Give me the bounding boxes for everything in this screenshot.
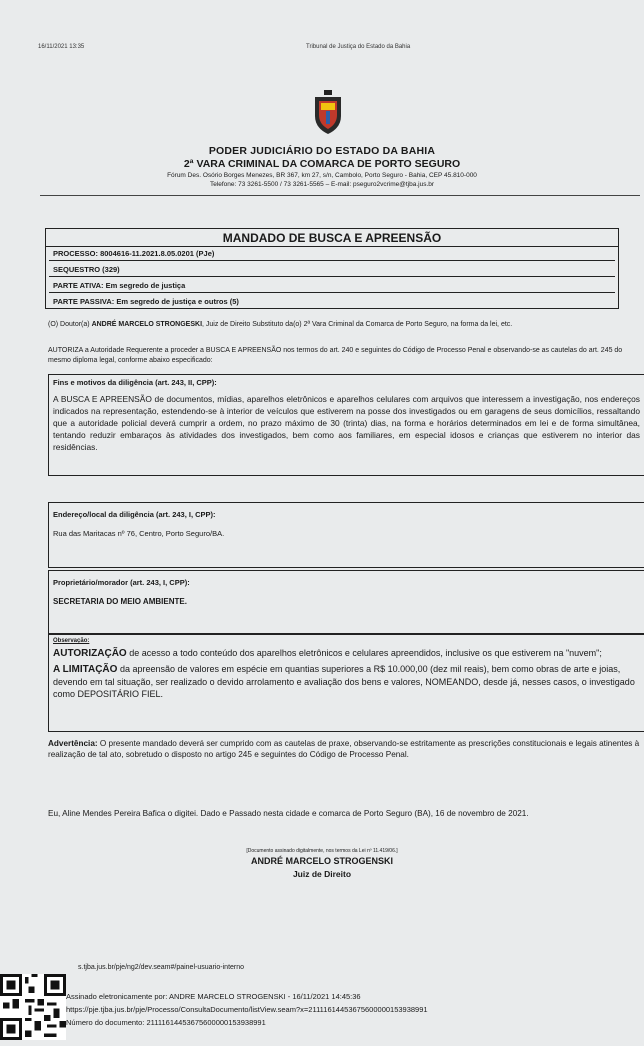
intro-paragraph <box>48 320 644 330</box>
closing-paragraph: Eu, Aline Mendes Pereira Bafica o digitei. Dado e Passado nesta cidade e comarca de Porto Seguro (BA), 16 de novembro de 2021. <box>48 809 529 818</box>
print-header-court: Tribunal de Justiça do Estado da Bahia <box>306 44 411 50</box>
observation-box <box>48 634 644 732</box>
observation-item-1 <box>53 647 640 660</box>
passive-party: PARTE PASSIVA: Em segredo de justiça e outros (5) <box>53 297 239 306</box>
observation-1-heading: AUTORIZAÇÃO <box>53 648 127 659</box>
observation-label: Observação: <box>53 638 90 644</box>
warning-label: Advertência: <box>48 739 98 748</box>
digital-signature-note: [Documento assinado digitalmente, nos termos da Lei nº 11.419/06.] <box>246 848 398 854</box>
authorization-paragraph: AUTORIZA a Autoridade Requerente a proceder a BUSCA E APREENSÃO nos termos do art. 240 e seguintes do Código de Processo Penal e observando-se as cautelas do art. 245 do mesmo diploma legal, conforme abaixo especificado: <box>48 347 623 364</box>
print-url: s.tjba.jus.br/pje/ng2/dev.seam#/painel-usuario-interno <box>78 964 245 971</box>
print-timestamp: 16/11/2021 13:35 <box>38 44 85 50</box>
signer-name: ANDRÉ MARCELO STROGENSKI <box>250 856 393 866</box>
header-divider <box>40 195 640 196</box>
observation-item-2 <box>53 663 640 700</box>
process-number: PROCESSO: 8004616-11.2021.8.05.0201 (PJe) <box>49 247 615 261</box>
observation-2-heading: A LIMITAÇÃO <box>53 664 118 675</box>
coat-of-arms-icon <box>309 88 347 136</box>
observation-2-text: da apreensão de valores em espécie em quantias superiores a R$ 10.000,00 (dez mil reais), bem como obras de arte e joias, devendo em tal situação, ser realizado o devido arrolamento e avaliação dos bens e valores, NOMEANDO, desde já, nesses casos, o investigado como DEPOSITÁRIO FIEL. <box>53 664 635 699</box>
case-class: SEQUESTRO (329) <box>49 263 615 277</box>
owner-label: Proprietário/morador (art. 243, I, CPP): <box>53 578 190 587</box>
address-value: Rua das Maritacas nº 76, Centro, Porto Seguro/BA. <box>53 529 225 538</box>
warning-text: O presente mandado deverá ser cumprido com as cautelas de praxe, observando-se estritamente as prescrições constitucionais e legais atinentes à realização de tal ato, sobretudo o disposto no artigo 245 e seguintes do Código de Processo Penal. <box>48 739 640 759</box>
purpose-text: A BUSCA E APREENSÃO de documentos, mídias, aparelhos eletrônicos e aparelhos celulares com arquivos que interessem a investigação, nos endereços indicados na representação, estendendo-se à interior de veículos que estiverem na posse dos investigados ou em garagens de seus domicílios, ressaltando que a autoridade policial deverá cumprir a ordem, no prazo máximo de 30 (trinta) dias, na forma e horários determinados em lei e de forma simultânea, tentando reduzir embaraços às atividades dos investigados, bem como aos familiares, em especial idosos e crianças que estiverem no interior das residências. <box>53 394 640 452</box>
intro-text-start: (O) Doutor(a) <box>48 321 92 328</box>
purpose-box <box>48 374 644 476</box>
judge-name: ANDRÉ MARCELO STRONGESKI <box>91 321 203 328</box>
signer-role: Juiz de Direito <box>292 869 352 879</box>
court-contact: Telefone: 73 3261-5500 / 73 3261-5565 – E-mail: pseguro2vcrime@tjba.jus.br <box>209 181 435 188</box>
court-division: 2ª VARA CRIMINAL DA COMARCA DE PORTO SEGURO <box>183 158 461 170</box>
mandate-title: MANDADO DE BUSCA E APREENSÃO <box>46 229 618 247</box>
intro-text-end: , Juiz de Direito Substituto da(o) 2ª Vara Criminal da Comarca de Porto Seguro, na forma da lei, etc. <box>202 321 513 328</box>
warning-paragraph <box>48 738 644 760</box>
document-number: Número do documento: 21111614453675600000153938991 <box>66 1018 266 1027</box>
address-box <box>48 502 644 568</box>
owner-value: SECRETARIA DO MEIO AMBIENTE. <box>53 597 187 606</box>
observation-1-text: de acesso a todo conteúdo dos aparelhos eletrônicos e celulares apreendidos, inclusive os que estiverem na "nuvem"; <box>126 648 602 658</box>
purpose-label: Fins e motivos da diligência (art. 243, II, CPP): <box>53 378 217 387</box>
document-link[interactable]: https://pje.tjba.jus.br/pje/Processo/ConsultaDocumento/listView.seam?x=21111614453675600000153938991 <box>66 1005 428 1014</box>
court-address: Fórum Des. Osório Borges Menezes, BR 367, km 27, s/n, Cambolo, Porto Seguro - Bahia, CEP 45.810-000 <box>167 172 477 179</box>
signature-footer: Assinado eletronicamente por: ANDRE MARCELO STROGENSKI - 16/11/2021 14:45:36 <box>66 992 361 1001</box>
qr-code-icon <box>0 972 66 1042</box>
court-name: PODER JUDICIÁRIO DO ESTADO DA BAHIA <box>208 145 436 157</box>
owner-box <box>48 570 644 634</box>
address-label: Endereço/local da diligência (art. 243, I, CPP): <box>53 510 216 519</box>
mandate-title-box <box>45 228 619 309</box>
active-party: PARTE ATIVA: Em segredo de justiça <box>49 279 615 293</box>
